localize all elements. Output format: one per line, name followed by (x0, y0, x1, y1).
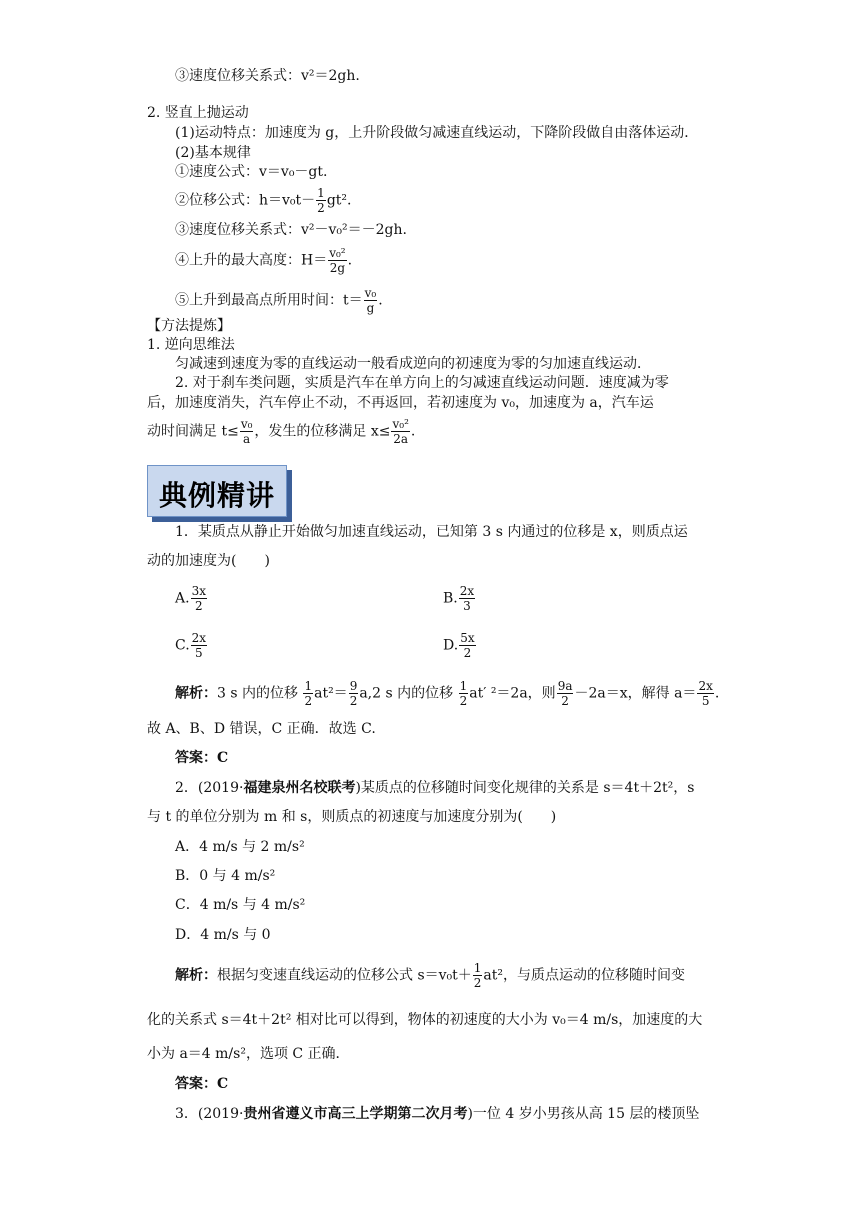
numerator: 1 (459, 679, 468, 693)
source: 贵州省遵义市高三上学期第二次月考 (243, 1106, 468, 1122)
numerator: 2x (191, 631, 207, 645)
option-b (443, 584, 476, 613)
solution-label: 解析： (175, 967, 217, 984)
denominator: 5 (195, 646, 203, 660)
text: 动时间满足 t≤ (147, 423, 239, 440)
fraction (191, 631, 207, 660)
line-velocity-displacement: ③速度位移关系式：v²－v₀²＝－2gh. (175, 222, 407, 238)
q2-option-b: B．0 与 4 m/s² (175, 868, 276, 884)
denominator: 2 (459, 694, 468, 708)
line-basic-rules: (2)基本规律 (175, 145, 251, 161)
fraction (557, 679, 574, 708)
text: 3．(2019· (175, 1106, 244, 1122)
fraction (473, 961, 483, 990)
numerator: 9 (349, 679, 358, 693)
fraction (303, 679, 313, 708)
question-2-line-1 (175, 779, 694, 797)
question-2-line-2: 与 t 的单位分别为 m 和 s，则质点的初速度与加速度分别为( ) (147, 809, 557, 825)
fraction (191, 584, 207, 613)
solution-1 (175, 679, 719, 708)
q2-option-c: C．4 m/s 与 4 m/s² (175, 897, 306, 913)
line-motion-features: (1)运动特点：加速度为 g，上升阶段做匀减速直线运动，下降阶段做自由落体运动． (175, 125, 699, 141)
q2-option-d: D．4 m/s 与 0 (175, 927, 271, 943)
line-max-height (175, 246, 352, 275)
heading-method: 【方法提炼】 (147, 318, 231, 334)
text: gt². (326, 192, 352, 209)
text: at²＝ (314, 685, 348, 702)
numerator: 1 (317, 186, 325, 200)
text: ，发生的位移满足 x≤ (254, 423, 391, 440)
fraction (316, 186, 326, 215)
fraction (697, 679, 713, 708)
question-1-line-2: 动的加速度为( ) (147, 553, 270, 569)
text: ②位移公式：h＝v₀t－ (175, 192, 316, 209)
text: at²，与质点运动的位移随时间变 (483, 967, 686, 984)
denominator: 3 (463, 599, 471, 613)
fraction (328, 246, 346, 275)
option-letter: D. (443, 637, 459, 654)
paragraph-braking-3 (147, 417, 415, 446)
numerator: v₀² (392, 417, 409, 431)
text: 根据匀变速直线运动的位移公式 s＝v₀t＋ (217, 967, 472, 984)
fraction (364, 286, 378, 315)
fraction (240, 417, 254, 446)
denominator: a (243, 432, 251, 446)
denominator: g (366, 301, 375, 315)
answer-1: 答案：C (175, 750, 229, 766)
paragraph-reverse: 匀减速到速度为零的直线运动一般看成逆向的初速度为零的匀加速直线运动． (175, 356, 651, 372)
section-banner (147, 465, 287, 517)
numerator: 2x (459, 584, 475, 598)
numerator: 3x (191, 584, 206, 598)
numerator: v₀ (364, 286, 377, 300)
fraction (459, 631, 475, 660)
heading-vertical-throw: 2. 竖直上抛运动 (147, 105, 249, 121)
option-a (175, 584, 208, 613)
section-title: 典例精讲 (158, 479, 275, 512)
line-speed-displacement: ③速度位移关系式：v²＝2gh. (175, 68, 360, 84)
denominator: 2 (473, 976, 482, 990)
question-3-line-1 (175, 1105, 699, 1123)
text: )某质点的位移随时间变化规律的关系是 s＝4t＋2t²，s (355, 780, 695, 796)
text: at′ ²＝2a，则 (469, 685, 556, 702)
paragraph-braking-2: 后，加速度消失，汽车停止不动，不再返回，若初速度为 v₀，加速度为 a，汽车运 (147, 395, 654, 411)
text: . (347, 252, 353, 269)
text: ⑤上升到最高点所用时间：t＝ (175, 292, 363, 309)
fraction (459, 584, 475, 613)
numerator: v₀ (240, 417, 253, 431)
denominator: 2 (304, 694, 313, 708)
text: 3 s 内的位移 (217, 685, 303, 702)
numerator: 1 (304, 679, 313, 693)
line-velocity-formula: ①速度公式：v＝v₀－gt. (175, 164, 328, 180)
text: ④上升的最大高度：H＝ (175, 252, 328, 269)
denominator: 2 (349, 694, 358, 708)
fraction (349, 679, 359, 708)
option-d (443, 631, 477, 660)
numerator: 9a (557, 679, 573, 693)
text: . (378, 292, 383, 309)
question-1-line-1: 1．某质点从静止开始做匀加速直线运动，已知第 3 s 内通过的位移是 x，则质点运 (175, 524, 688, 540)
text: a,2 s 内的位移 (359, 685, 458, 702)
denominator: 2 (194, 599, 203, 613)
denominator: 2 (317, 201, 325, 215)
option-letter: B. (443, 590, 458, 607)
numerator: v₀² (329, 246, 346, 260)
option-c (175, 631, 208, 660)
line-time-to-top (175, 286, 383, 315)
source: 福建泉州名校联考 (243, 780, 356, 796)
numerator: 5x (460, 631, 475, 645)
text: . (714, 685, 720, 702)
fraction (459, 679, 469, 708)
denominator: 2g (329, 261, 346, 275)
paragraph-braking-1: 2. 对于刹车类问题，实质是汽车在单方向上的匀减速直线运动问题．速度减为零 (175, 375, 669, 391)
numerator: 2x (698, 679, 713, 693)
denominator: 2 (561, 694, 569, 708)
solution-2-line-2: 化的关系式 s＝4t＋2t² 相对比可以得到，物体的初速度的大小为 v₀＝4 m/s，加速度的大 (147, 1012, 703, 1028)
text: －2a＝x，解得 a＝ (574, 685, 697, 702)
text: )一位 4 岁小男孩从高 15 层的楼顶坠 (467, 1106, 700, 1122)
line-displacement-formula (175, 186, 351, 215)
option-letter: C. (175, 637, 190, 654)
answer-2: 答案：C (175, 1076, 229, 1092)
numerator: 1 (473, 961, 482, 975)
heading-reverse-thinking: 1. 逆向思维法 (147, 337, 235, 353)
solution-2 (175, 961, 685, 990)
solution-1-conclusion: 故 A、B、D 错误，C 正确．故选 C. (147, 721, 376, 737)
denominator: 2 (463, 646, 472, 660)
text: . (410, 423, 416, 440)
text: 2．(2019· (175, 780, 244, 796)
denominator: 5 (701, 694, 710, 708)
solution-label: 解析： (175, 685, 217, 702)
solution-2-line-3: 小为 a＝4 m/s²，选项 C 正确． (147, 1046, 350, 1062)
q2-option-a: A．4 m/s 与 2 m/s² (175, 839, 305, 855)
denominator: 2a (393, 432, 409, 446)
option-letter: A. (175, 590, 190, 607)
fraction (391, 417, 409, 446)
